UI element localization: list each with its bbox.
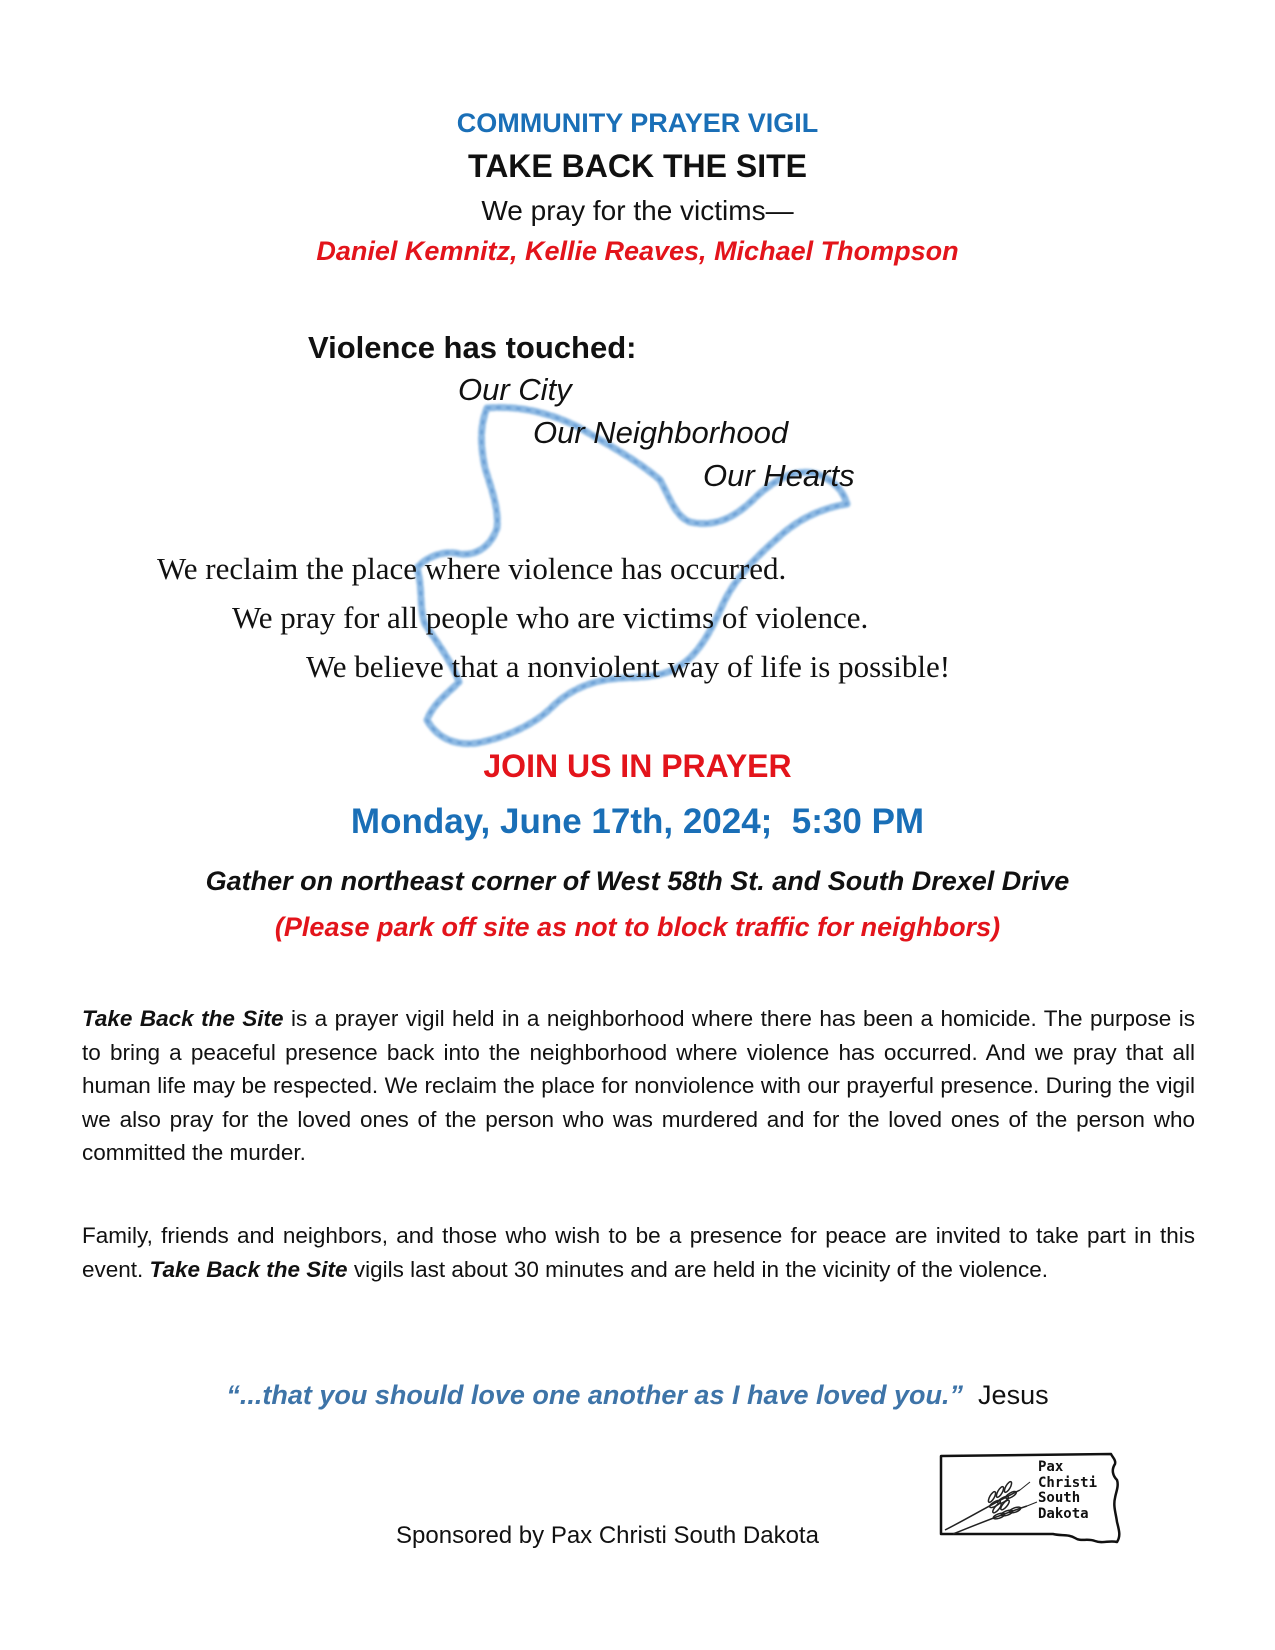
violence-line-city: Our City [458,372,572,407]
violence-line-hearts: Our Hearts [703,458,855,493]
pray-statement: We pray for all people who are victims of violence. [232,600,869,635]
victims-intro: We pray for the victims— [481,195,794,226]
violence-heading: Violence has touched: [308,330,637,365]
event-datetime: Monday, June 17th, 2024; 5:30 PM [350,802,925,841]
victim-names: Daniel Kemnitz, Kellie Reaves, Michael Thompson [316,236,959,266]
wheat-icon [945,1481,1037,1534]
parking-note: (Please park off site as not to block traffic for neighbors) [274,912,1001,942]
violence-line-neighborhood: Our Neighborhood [533,415,789,450]
reclaim-statement: We reclaim the place where violence has occurred. [157,551,787,586]
scripture-quote [0,1380,1275,1411]
description-paragraph-2: Family, friends and neighbors, and those who wish to be a presence for peace are invited to take part in this event. Take Back the Site vigils last about 30 minutes and are held in the vicinity of the violence. [82,1223,1195,1282]
vigil-kicker: COMMUNITY PRAYER VIGIL [456,108,819,138]
join-us-heading: JOIN US IN PRAYER [483,748,792,784]
quote-attribution: Jesus [978,1380,1049,1410]
program-name: Take Back the Site [82,1006,284,1031]
quote-text: “...that you should love one another as I have loved you.” [226,1380,964,1410]
believe-statement: We believe that a nonviolent way of life is possible! [306,649,951,684]
event-location: Gather on northeast corner of West 58th St. and South Drexel Drive [205,866,1070,896]
sponsor-line: Sponsored by Pax Christi South Dakota [396,1522,819,1549]
description-paragraph-1: Take Back the Site is a prayer vigil held in a neighborhood where there has been a homicide. The purpose is to bring a peaceful presence back into the neighborhood where violence has occurred. And we pray that all human life may be respected. We reclaim the place for nonviolence with our prayerful presence. During the vigil we also pray for the loved ones of the person who was murdered and for the loved ones of the person who committed the murder. [82,1006,1195,1165]
pax-christi-logo [935,1450,1130,1550]
page-title: TAKE BACK THE SITE [468,148,807,184]
program-name: Take Back the Site [149,1256,348,1282]
logo-text: Pax Christi South Dakota [1038,1459,1098,1522]
